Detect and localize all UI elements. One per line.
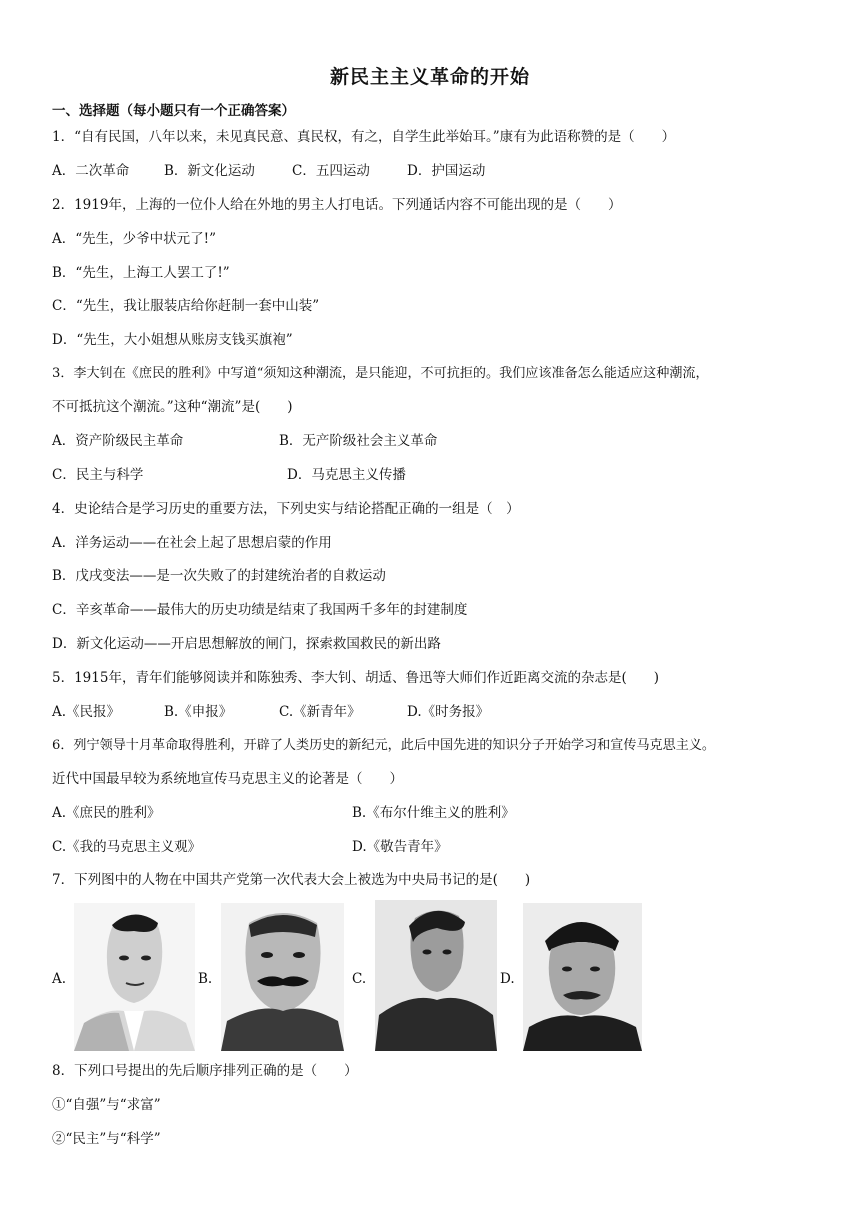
q6-option-d[interactable]: D.《敬告青年》	[352, 839, 448, 855]
q6-option-b[interactable]: B.《布尔什维主义的胜利》	[352, 805, 515, 821]
q7-stem: 7．下列图中的人物在中国共产党第一次代表大会上被选为中央局书记的是( )	[52, 872, 531, 888]
q4-option-d[interactable]: D．新文化运动——开启思想解放的闸门，探索救国救民的新出路	[52, 636, 441, 652]
q1-option-d[interactable]: D．护国运动	[407, 163, 486, 179]
portrait-c-image[interactable]	[375, 900, 497, 1051]
q6-option-c[interactable]: C.《我的马克思主义观》	[52, 839, 202, 855]
q2-option-c[interactable]: C．“先生，我让服装店给你赶制一套中山装”	[52, 298, 320, 314]
q5-option-b[interactable]: B.《申报》	[164, 704, 233, 720]
q3-option-b[interactable]: B．无产阶级社会主义革命	[279, 433, 438, 449]
q6-stem-line2: 近代中国最早较为系统地宣传马克思主义的论著是（ ）	[52, 771, 403, 787]
section-heading: 一、选择题（每小题只有一个正确答案）	[52, 103, 295, 119]
q7-option-d-label[interactable]: D.	[500, 971, 515, 987]
q3-stem-line2: 不可抵抗这个潮流。”这种“潮流”是( )	[52, 399, 293, 415]
q2-option-d[interactable]: D．“先生，大小姐想从账房支钱买旗袍”	[52, 332, 293, 348]
q1-stem: 1．“自有民国，八年以来，未见真民意、真民权，有之，自学生此举始耳。”康有为此语称赞的是（ ）	[52, 129, 676, 145]
q5-option-d[interactable]: D.《时务报》	[407, 704, 490, 720]
q7-option-a-label[interactable]: A.	[52, 971, 67, 987]
q8-item-2: ②“民主”与“科学”	[52, 1131, 161, 1147]
q2-option-b[interactable]: B．“先生，上海工人罢工了!”	[52, 265, 230, 281]
portrait-a-image[interactable]	[74, 903, 195, 1051]
q6-stem-line1: 6．列宁领导十月革命取得胜利，开辟了人类历史的新纪元，此后中国先进的知识分子开始学习和宣传马克思主义。	[52, 738, 716, 753]
q8-item-1: ①“自强”与“求富”	[52, 1097, 161, 1113]
q5-option-a[interactable]: A.《民报》	[52, 704, 121, 720]
q3-option-d[interactable]: D．马克思主义传播	[287, 467, 406, 483]
portrait-d-image[interactable]	[523, 903, 642, 1051]
q1-option-c[interactable]: C．五四运动	[292, 163, 370, 179]
page-title: 新民主主义革命的开始	[329, 66, 530, 88]
q4-option-b[interactable]: B．戊戌变法——是一次失败了的封建统治者的自救运动	[52, 568, 386, 584]
q1-option-b[interactable]: B．新文化运动	[164, 163, 255, 179]
q4-option-c[interactable]: C．辛亥革命——最伟大的历史功绩是结束了我国两千多年的封建制度	[52, 602, 468, 618]
q5-option-c[interactable]: C.《新青年》	[279, 704, 361, 720]
q3-option-a[interactable]: A．资产阶级民主革命	[52, 433, 184, 449]
q2-option-a[interactable]: A．“先生，少爷中状元了!”	[52, 231, 216, 247]
q4-option-a[interactable]: A．洋务运动——在社会上起了思想启蒙的作用	[52, 535, 332, 551]
q2-stem: 2．1919年，上海的一位仆人给在外地的男主人打电话。下列通话内容不可能出现的是（ ）	[52, 197, 622, 213]
q7-option-c-label[interactable]: C.	[352, 971, 367, 987]
q3-stem-line1: 3．李大钊在《庶民的胜利》中写道“须知这种潮流，是只能迎，不可抗拒的。我们应该准备怎么能适应这种潮流，	[52, 366, 709, 381]
q1-option-a[interactable]: A．二次革命	[52, 163, 130, 179]
q5-stem: 5．1915年，青年们能够阅读并和陈独秀、李大钊、胡适、鲁迅等大师们作近距离交流的杂志是( )	[52, 670, 659, 686]
q7-option-b-label[interactable]: B.	[198, 971, 213, 987]
portrait-b-image[interactable]	[221, 903, 344, 1051]
q4-stem: 4．史论结合是学习历史的重要方法，下列史实与结论搭配正确的一组是（ ）	[52, 501, 520, 517]
q6-option-a[interactable]: A.《庶民的胜利》	[52, 805, 161, 821]
q8-stem: 8．下列口号提出的先后顺序排列正确的是（ ）	[52, 1063, 358, 1079]
q3-option-c[interactable]: C．民主与科学	[52, 467, 144, 483]
